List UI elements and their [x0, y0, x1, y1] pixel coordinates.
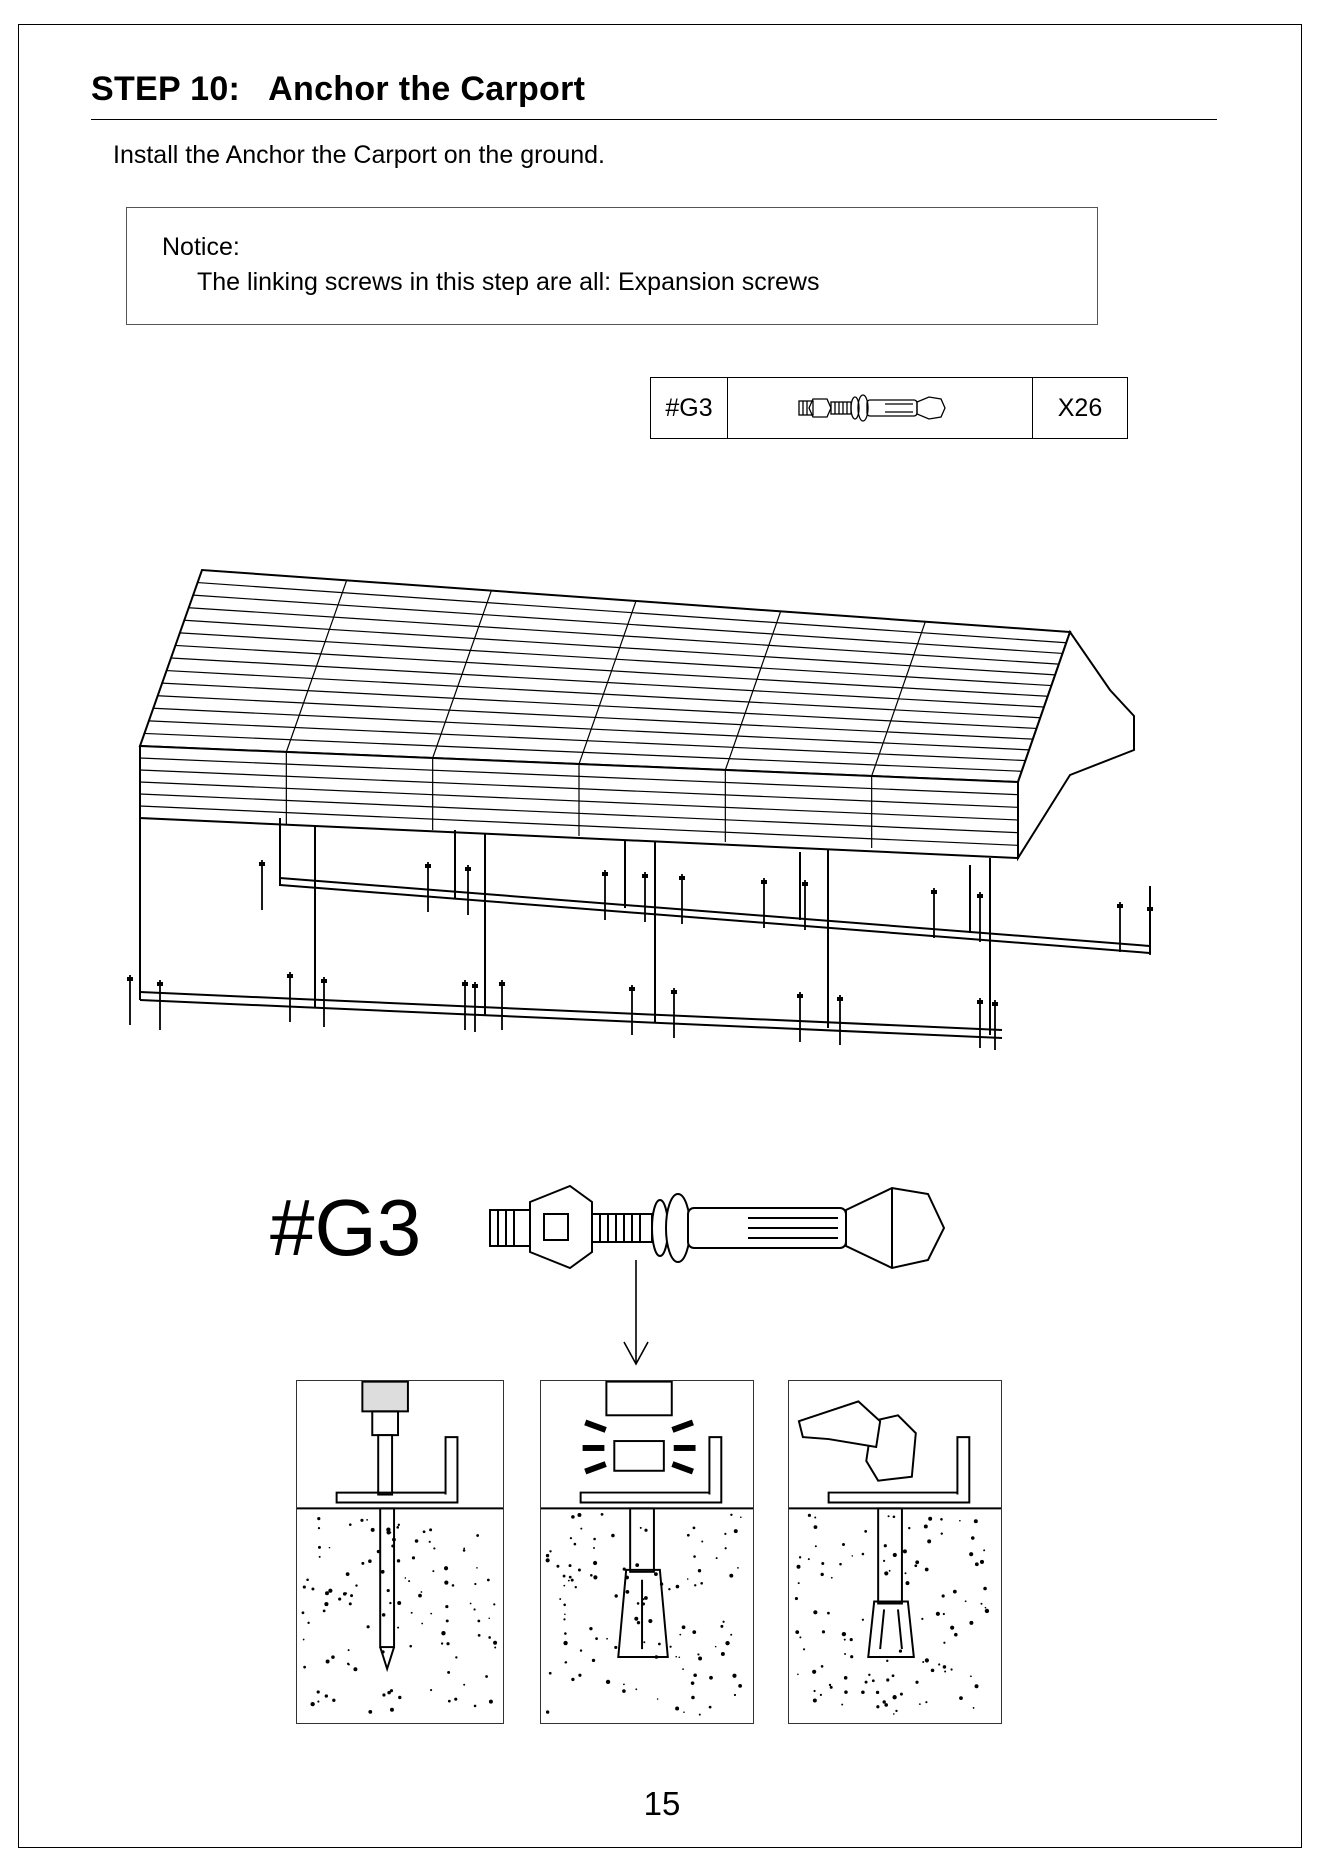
- drill-hole-panel: [296, 1380, 504, 1724]
- step-title: STEP 10: Anchor the Carport: [91, 70, 586, 108]
- parts-table: [650, 377, 1128, 439]
- carport-illustration: [110, 560, 1180, 1090]
- expansion-screw-detail-icon: [488, 1180, 988, 1280]
- detail-part-code: #G3: [270, 1183, 422, 1272]
- expansion-screw-icon: [728, 378, 1033, 438]
- part-quantity: X26: [1057, 393, 1103, 422]
- hammer-in-anchor-panel: [540, 1380, 754, 1724]
- part-code: #G3: [651, 378, 728, 438]
- title-divider: [91, 119, 1217, 120]
- notice-box: [126, 207, 1098, 325]
- notice-text: The linking screws in this step are all: Expansion screws: [197, 268, 820, 296]
- page-number: 15: [643, 1785, 681, 1822]
- down-arrow-icon: [620, 1260, 656, 1370]
- notice-label: Notice:: [162, 233, 240, 261]
- instruction-text: Install the Anchor the Carport on the ground.: [113, 141, 605, 169]
- tighten-with-wrench-panel: [788, 1380, 1002, 1724]
